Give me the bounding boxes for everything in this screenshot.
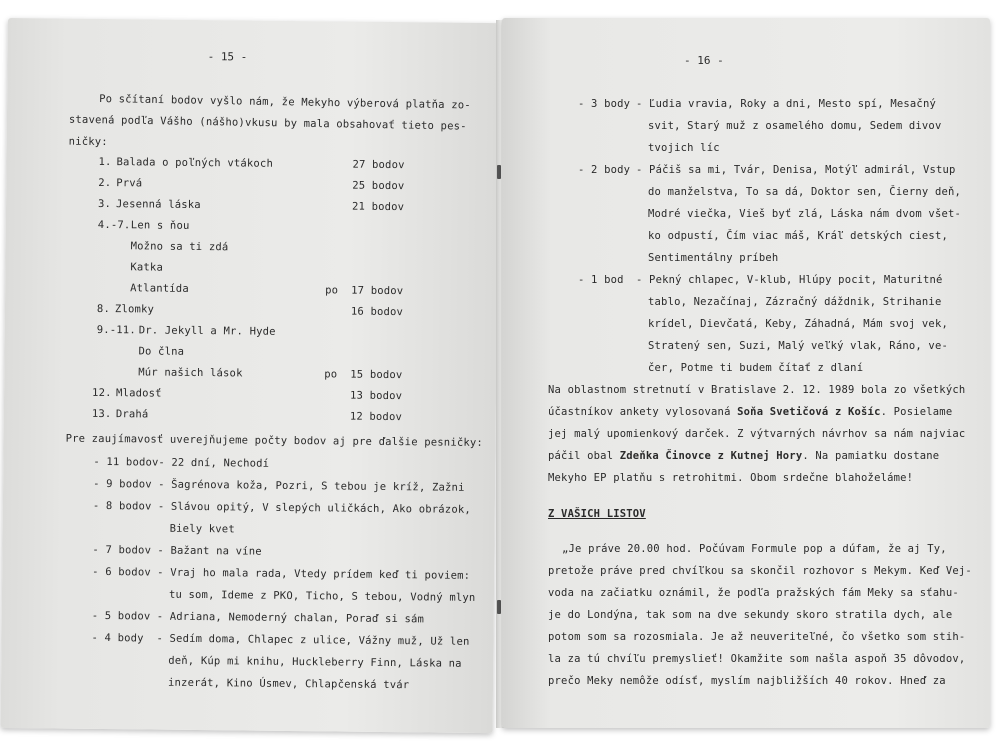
song-line: - Slávou opitý, V slepých uličkách, Ako obrázok, <box>157 500 471 516</box>
points-label: - 4 body <box>91 631 144 645</box>
rank-points: 13 bodov <box>350 389 403 403</box>
intro-line: Po sčítaní bodov vyšlo nám, že Mekyho výberová platňa zo- <box>99 92 471 112</box>
rank-title: Múr našich lások <box>138 366 243 380</box>
song-line: Modré viečka, Vieš byť zlá, Láska nám dvom všet- <box>648 208 962 220</box>
left-page <box>1 18 500 733</box>
rank-title: Katka <box>130 261 164 274</box>
letter-line: prečo Meky nemôže odísť, myslím najbližších 40 rokov. Hneď za <box>548 675 946 687</box>
song-line: Biely kvet <box>169 522 235 536</box>
points-label: - 11 bodov <box>93 455 159 469</box>
song-line: tvojich líc <box>648 142 720 154</box>
rank-title: Balada o poľných vtákoch <box>116 156 274 170</box>
song-line: Sentimentálny príbeh <box>648 252 779 264</box>
letter-line: je do Londýna, tak som na dve sekundy skoro stratila dych, ale <box>548 609 953 621</box>
song-line: - Páčiš sa mi, Tvár, Denisa, Motýľ admirál, Vstup <box>636 164 956 176</box>
song-line: tablo, Nezačínaj, Zázračný dáždnik, Strihanie <box>648 296 942 308</box>
winner-name: Soňa Svetičová z Košíc <box>737 406 881 418</box>
rank-number: 9.-11. <box>96 323 136 337</box>
rank-points: 27 bodov <box>352 158 405 172</box>
song-line: do manželstva, To sa dá, Doktor sen, Čierny deň, <box>648 186 962 198</box>
song-line: - Bažant na víne <box>157 544 262 558</box>
rank-points: 16 bodov <box>350 305 404 319</box>
paragraph-line: Na oblastnom stretnutí v Bratislave 2. 12. 1989 bola zo všetkých <box>548 384 966 396</box>
rank-title: Jesenná láska <box>115 198 201 212</box>
rank-prefix: po <box>324 368 338 381</box>
letter-line: voda na začiatku oznámil, že podľa pražských fám Meky sa sťahu- <box>548 587 959 599</box>
intro-line: ničky: <box>68 135 108 149</box>
song-line: - Adriana, Nemoderný chalan, Poraď si sám <box>156 610 425 626</box>
letter-line: la za tú chvíľu premyslieť! Okamžite som našla aspoň 35 dôvodov, <box>548 653 966 665</box>
song-line: svit, Starý muž z osamelého domu, Sedem divov <box>648 120 942 132</box>
staple <box>497 600 501 614</box>
points-label: - 2 body <box>578 164 631 176</box>
points-label: - 8 bodov <box>92 499 152 513</box>
rank-title: Zlomky <box>114 303 155 316</box>
song-line: - Vraj ho mala rada, Vtedy prídem keď ti poviem: <box>157 566 471 582</box>
rank-number: 8. <box>96 302 111 316</box>
rank-title: Len s ňou <box>130 219 190 232</box>
song-line: - Ľudia vravia, Roky a dni, Mesto spí, Mesačný <box>636 98 936 110</box>
points-label: - 1 bod <box>578 274 624 286</box>
rank-points: 17 bodov <box>351 284 404 298</box>
winner-name: Zdeňka Činovce z Kutnej Hory <box>619 450 803 462</box>
rank-number: 12. <box>92 386 112 400</box>
paragraph-line: jej malý upomienkový darček. Z výtvarných návrhov sa nám najviac <box>548 428 966 440</box>
letter-line: potom som sa rozosmiala. Je až neuveriteľné, čo všetko som stih- <box>548 631 966 643</box>
letter-line: pretože práve pred chvíľkou sa skončil rozhovor s Mekym. Keď Vej- <box>548 565 972 577</box>
rank-title: Atlantída <box>130 282 189 295</box>
song-line: - Pekný chlapec, V-klub, Hlúpy pocit, Maturitné <box>636 274 943 286</box>
rank-points: 25 bodov <box>352 179 405 193</box>
page-number-right: - 16 - <box>684 54 724 67</box>
rank-title: Do člna <box>138 345 185 358</box>
rank-title: Prvá <box>116 177 143 190</box>
song-line: čer, Potme ti budem čítať z dlaní <box>648 362 864 374</box>
points-label: - 3 body <box>578 98 631 110</box>
letter-line: „Je práve 20.00 hod. Počúvam Formule pop a dúfam, že aj Ty, <box>562 543 947 555</box>
paragraph-line: Mekyho EP platňu s retrohitmi. Obom srdečne blahoželáme! <box>548 472 914 484</box>
points-label: - 9 bodov <box>93 477 152 491</box>
rank-number: 1. <box>98 155 112 169</box>
interest-intro: Pre zaujímavosť uverejňujeme počty bodov aj pre ďalšie pesničky: <box>65 432 484 449</box>
staple <box>497 165 501 179</box>
song-line: krídel, Dievčatá, Keby, Záhadná, Mám svoj vek, <box>648 318 948 330</box>
rank-title: Možno sa ti zdá <box>130 240 229 254</box>
right-page <box>502 18 990 728</box>
song-line: - Šagrénova koža, Pozri, S tebou je kríž, Zažni <box>158 478 465 494</box>
rank-title: Mladosť <box>116 387 162 400</box>
rank-points: 12 bodov <box>349 410 403 424</box>
intro-line: stavená podľa Vášho (nášho)vkusu by mala obsahovať tieto pes- <box>68 113 467 133</box>
points-label: - 6 bodov <box>92 565 151 579</box>
song-line: Stratený sen, Suzi, Malý veľký vlak, Ráno, ve- <box>648 340 948 352</box>
points-label: - 7 bodov <box>92 543 152 557</box>
song-line: ko odpustí, Čím viac máš, Kráľ detských ciest, <box>648 230 948 242</box>
rank-title: Dr. Jekyll a Mr. Hyde <box>138 324 276 338</box>
paragraph-line: páčil obal Zdeňka Činovce z Kutnej Hory. Na pamiatku dostane <box>548 450 940 462</box>
rank-points: 21 bodov <box>351 200 405 214</box>
rank-number: 13. <box>91 407 112 421</box>
rank-title: Drahá <box>115 408 149 421</box>
points-label: - 5 bodov <box>91 609 151 623</box>
rank-prefix: po <box>325 284 339 297</box>
song-line: - 22 dní, Nechodí <box>158 456 270 470</box>
song-line: inzerát, Kino Úsmev, Chlapčenská tvár <box>167 676 410 692</box>
page-number-left: - 15 - <box>207 50 248 64</box>
rank-number: 2. <box>98 176 112 190</box>
song-line: - Sedím doma, Chlapec z ulice, Vážny muž, Už len <box>156 632 470 648</box>
song-line: deň, Kúp mi knihu, Huckleberry Finn, Láska na <box>168 654 462 670</box>
paragraph-line: účastníkov ankety vylosovaná Soňa Svetičová z Košíc. Posielame <box>548 406 953 418</box>
rank-points: 15 bodov <box>350 368 403 382</box>
song-line: tu som, Ideme z PKO, Ticho, S tebou, Vodný mlyn <box>168 588 476 604</box>
letters-heading: Z VAŠICH LISTOV <box>548 508 646 520</box>
rank-number: 3. <box>97 197 112 211</box>
rank-number: 4.-7. <box>97 218 131 232</box>
